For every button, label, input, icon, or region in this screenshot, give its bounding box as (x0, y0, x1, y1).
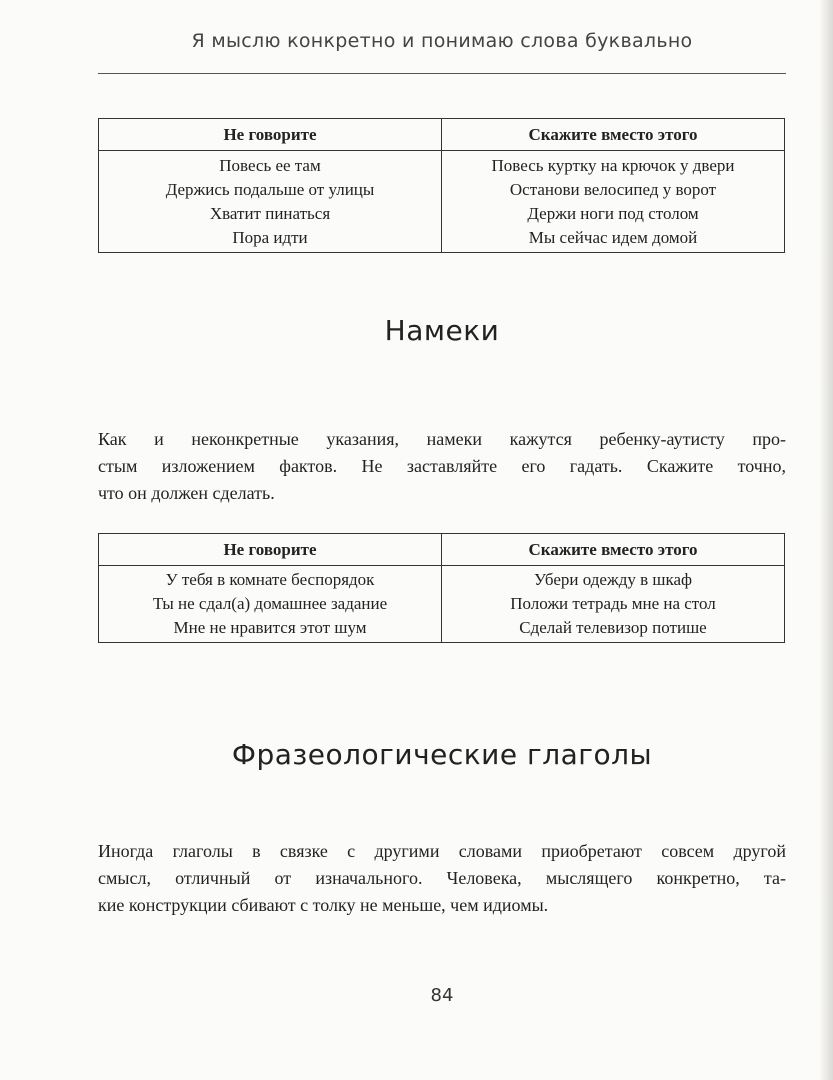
table-line: Сделай телевизор потише (519, 618, 707, 637)
paragraph-line: Как и неконкретные указания, намеки кажутся ребенку-аутисту про- (98, 429, 786, 449)
dont-say-cell (99, 151, 442, 253)
column-header-dont-say: Не говорите (99, 119, 442, 151)
comparison-table-2 (98, 533, 785, 643)
table-line: Хватит пинаться (209, 204, 331, 223)
table-line: Останови велосипед у ворот (509, 180, 717, 199)
page-number: 84 (430, 985, 454, 1006)
table-line: Повесь ее там (219, 156, 321, 175)
section-heading-phrasal-verbs: Фразеологические глаголы (231, 738, 653, 771)
dont-say-cell (99, 566, 442, 643)
paragraph-hints (98, 426, 786, 507)
say-instead-cell (442, 566, 785, 643)
column-header-say-instead: Скажите вместо этого (442, 119, 785, 151)
section-heading-hints: Намеки (384, 314, 500, 347)
table-header-row (99, 119, 785, 151)
table-line: Держи ноги под столом (527, 204, 699, 223)
header-rule (98, 73, 786, 74)
paragraph-line: смысл, отличный от изначального. Человека, мыслящего конкретно, та- (98, 868, 786, 888)
say-instead-cell (442, 151, 785, 253)
table-line: Убери одежду в шкаф (533, 570, 693, 589)
page-edge-shadow (819, 0, 833, 1080)
paragraph-line: стым изложением фактов. Не заставляйте его гадать. Скажите точно, (98, 456, 786, 476)
table-line: Держись подальше от улицы (165, 180, 375, 199)
table-line: Повесь куртку на крючок у двери (491, 156, 735, 175)
paragraph-line: что он должен сделать. (98, 483, 275, 503)
table-line: У тебя в комнате беспорядок (165, 570, 375, 589)
paragraph-phrasal-verbs (98, 838, 786, 919)
column-header-say-instead: Скажите вместо этого (442, 534, 785, 566)
comparison-table-1 (98, 118, 785, 253)
table-body-row (99, 151, 785, 253)
table-line: Ты не сдал(а) домашнее задание (152, 594, 388, 613)
table-line: Положи тетрадь мне на стол (510, 594, 716, 613)
paragraph-line: кие конструкции сбивают с толку не меньше, чем идиомы. (98, 895, 549, 915)
table-line: Пора идти (232, 228, 308, 247)
running-header: Я мыслю конкретно и понимаю слова буквально (191, 30, 693, 52)
column-header-dont-say: Не говорите (99, 534, 442, 566)
table-body-row (99, 566, 785, 643)
paragraph-line: Иногда глаголы в связке с другими словами приобретают совсем другой (98, 841, 786, 861)
table-line: Мы сейчас идем домой (528, 228, 698, 247)
table-header-row (99, 534, 785, 566)
table-line: Мне не нравится этот шум (173, 618, 367, 637)
